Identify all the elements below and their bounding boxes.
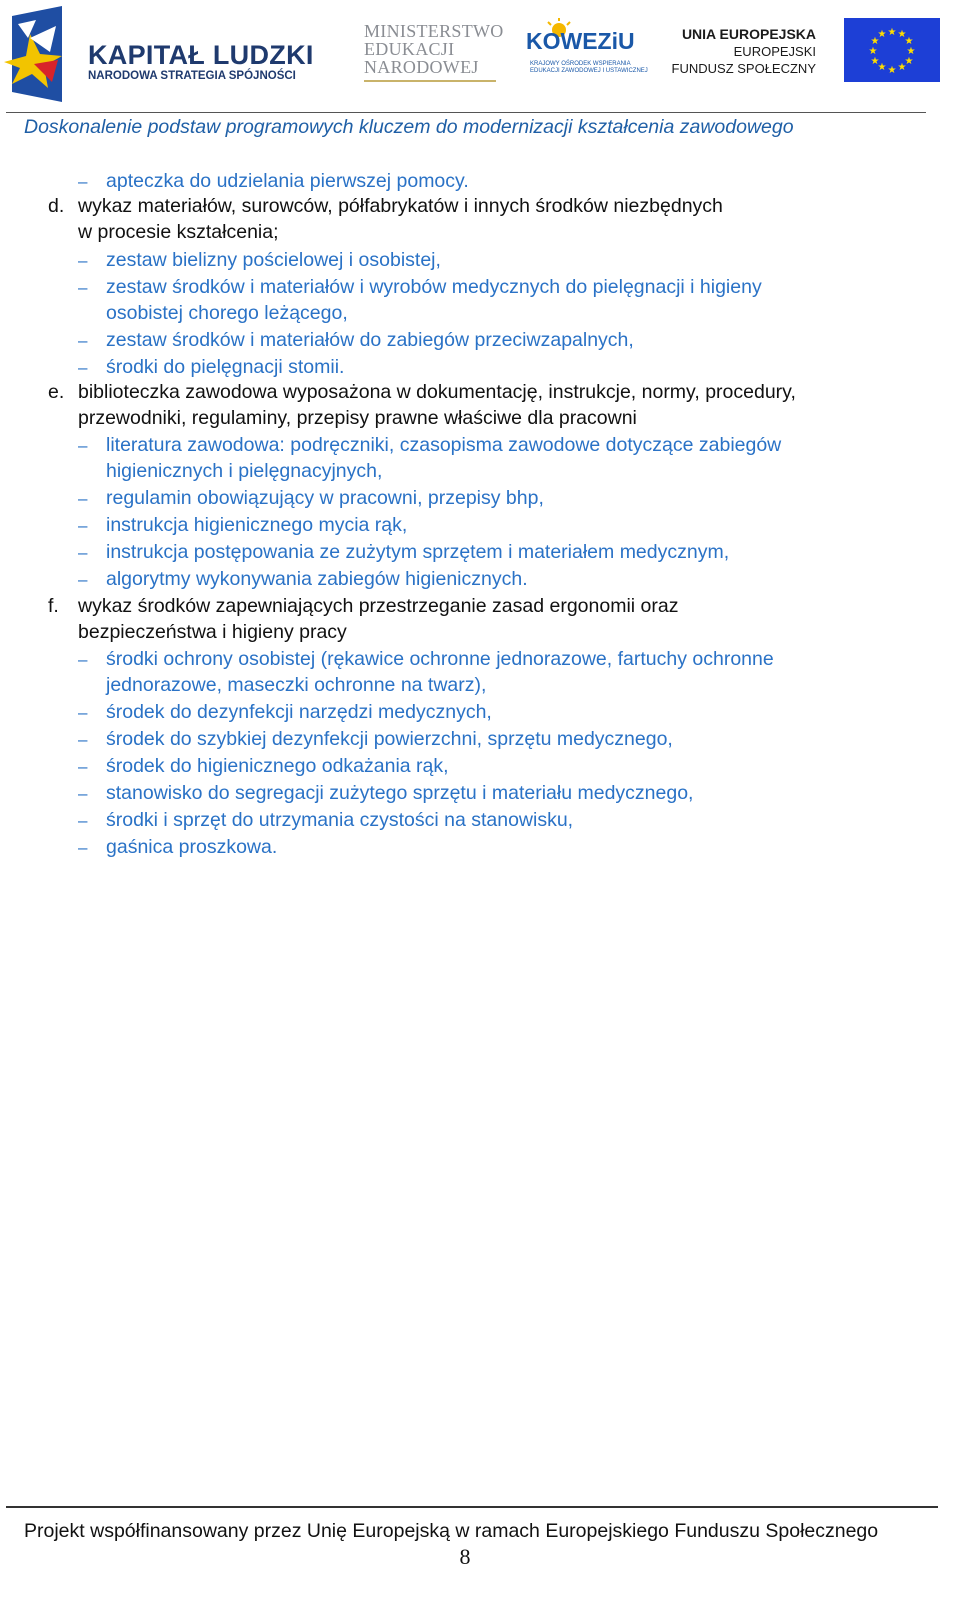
list-item-text: apteczka do udzielania pierwszej pomocy. bbox=[106, 170, 469, 192]
section-letter: e. bbox=[48, 381, 65, 403]
ministerstwo-line-1: MINISTERSTWO bbox=[364, 21, 504, 41]
svg-text:★: ★ bbox=[877, 62, 887, 73]
ministerstwo-rule bbox=[364, 80, 496, 82]
kowezu-sub-1: KRAJOWY OŚRODEK WSPIERANIA bbox=[530, 61, 631, 67]
list-item-text: środki i sprzęt do utrzymania czystości na stanowisku, bbox=[106, 809, 574, 831]
list-item-text: środek do dezynfekcji narzędzi medycznych, bbox=[106, 701, 492, 723]
dash-bullet: – bbox=[78, 730, 88, 749]
svg-text:★: ★ bbox=[887, 27, 897, 38]
ue-line-3: FUNDUSZ SPOŁECZNY bbox=[671, 61, 816, 76]
kapital-ludzki-subtitle: NARODOWA STRATEGIA SPÓJNOŚCI bbox=[88, 70, 296, 82]
dash-bullet: – bbox=[78, 570, 88, 589]
dash-bullet: – bbox=[78, 489, 88, 508]
section-letter: d. bbox=[48, 195, 65, 217]
dash-bullet: – bbox=[78, 278, 88, 297]
svg-text:★: ★ bbox=[904, 36, 914, 47]
dash-bullet: – bbox=[78, 838, 88, 857]
eu-stars-icon bbox=[844, 18, 940, 82]
kapital-ludzki-emblem-icon bbox=[4, 4, 74, 104]
svg-text:★: ★ bbox=[906, 46, 916, 57]
ministerstwo-line-3: NARODOWEJ bbox=[364, 57, 479, 77]
list-item-text: zestaw środków i materiałów i wyrobów medycznych do pielęgnacji i higieny osobistej chorego leżącego, bbox=[106, 276, 762, 324]
kowezu-sub-2: EDUKACJI ZAWODOWEJ I USTAWICZNEJ bbox=[530, 68, 648, 74]
footer-rule bbox=[6, 1506, 938, 1508]
dash-bullet: – bbox=[78, 784, 88, 803]
list-item-text: stanowisko do segregacji zużytego sprzętu i materiału medycznego, bbox=[106, 782, 694, 804]
ue-text bbox=[672, 26, 816, 77]
ue-line-2: EUROPEJSKI bbox=[733, 44, 816, 59]
section-letter: f. bbox=[48, 595, 59, 617]
list-item-text: instrukcja higienicznego mycia rąk, bbox=[106, 514, 408, 536]
dash-bullet: – bbox=[78, 516, 88, 535]
svg-text:★: ★ bbox=[904, 56, 914, 67]
ministerstwo-line-2: EDUKACJI bbox=[364, 39, 455, 59]
list-item-text: środek do szybkiej dezynfekcji powierzchni, sprzętu medycznego, bbox=[106, 728, 673, 750]
section-heading: wykaz środków zapewniających przestrzeganie zasad ergonomii oraz bezpieczeństwa i higieny pracy bbox=[78, 595, 679, 643]
kapital-ludzki-logo bbox=[4, 4, 314, 104]
dash-bullet: – bbox=[78, 543, 88, 562]
ministerstwo-edukacji-logo bbox=[364, 22, 504, 86]
svg-text:★: ★ bbox=[868, 46, 878, 57]
dash-bullet: – bbox=[78, 358, 88, 377]
svg-text:★: ★ bbox=[870, 36, 880, 47]
page-number: 8 bbox=[459, 1544, 471, 1569]
list-item-text: regulamin obowiązujący w pracowni, przepisy bhp, bbox=[106, 487, 544, 509]
document-header: Doskonalenie podstaw programowych kluczem do modernizacji kształcenia zawodowego bbox=[24, 116, 794, 138]
svg-text:★: ★ bbox=[897, 29, 907, 40]
dash-bullet: – bbox=[78, 172, 88, 191]
svg-text:★: ★ bbox=[887, 65, 897, 76]
dash-bullet: – bbox=[78, 436, 88, 455]
unia-europejska-logo bbox=[671, 16, 940, 88]
kowezu-title: KOWEZiU bbox=[526, 28, 635, 54]
svg-text:★: ★ bbox=[877, 29, 887, 40]
dash-bullet: – bbox=[78, 703, 88, 722]
dash-bullet: – bbox=[78, 811, 88, 830]
logo-bar bbox=[0, 0, 960, 112]
kapital-ludzki-title: KAPITAŁ LUDZKI bbox=[88, 40, 314, 70]
svg-text:★: ★ bbox=[870, 56, 880, 67]
list-item-text: instrukcja postępowania ze zużytym sprzętem i materiałem medycznym, bbox=[106, 541, 730, 563]
list-item-text: literatura zawodowa: podręczniki, czasopisma zawodowe dotyczące zabiegów higienicznych i pielęgnacyjnych, bbox=[106, 434, 782, 482]
section-heading: wykaz materiałów, surowców, półfabrykatów i innych środków niezbędnych w procesie kształcenia; bbox=[78, 195, 723, 243]
svg-text:★: ★ bbox=[897, 62, 907, 73]
header-rule bbox=[6, 112, 926, 113]
list-item-text: gaśnica proszkowa. bbox=[106, 836, 278, 858]
section-heading: biblioteczka zawodowa wyposażona w dokumentację, instrukcje, normy, procedury, przewodniki, regulaminy, przepisy prawne właściwe dla pracowni bbox=[78, 381, 796, 429]
kowezu-logo bbox=[524, 18, 648, 82]
list-item-text: zestaw bielizny pościelowej i osobistej, bbox=[106, 249, 441, 271]
footer-text: Projekt współfinansowany przez Unię Europejską w ramach Europejskiego Funduszu Społecznego bbox=[24, 1520, 879, 1542]
dash-bullet: – bbox=[78, 650, 88, 669]
list-item-text: algorytmy wykonywania zabiegów higienicznych. bbox=[106, 568, 528, 590]
ue-line-1: UNIA EUROPEJSKA bbox=[681, 26, 816, 42]
list-item-text: środki ochrony osobistej (rękawice ochronne jednorazowe, fartuchy ochronne jednorazowe, maseczki ochronne na twarz), bbox=[106, 648, 774, 696]
list-item-text: środki do pielęgnacji stomii. bbox=[106, 356, 345, 378]
dash-bullet: – bbox=[78, 331, 88, 350]
dash-bullet: – bbox=[78, 251, 88, 270]
list-item-text: środek do higienicznego odkażania rąk, bbox=[106, 755, 449, 777]
kowezu-subtitle bbox=[530, 61, 648, 75]
list-item-text: zestaw środków i materiałów do zabiegów przeciwzapalnych, bbox=[106, 329, 634, 351]
eu-flag-icon bbox=[844, 18, 940, 82]
dash-bullet: – bbox=[78, 757, 88, 776]
